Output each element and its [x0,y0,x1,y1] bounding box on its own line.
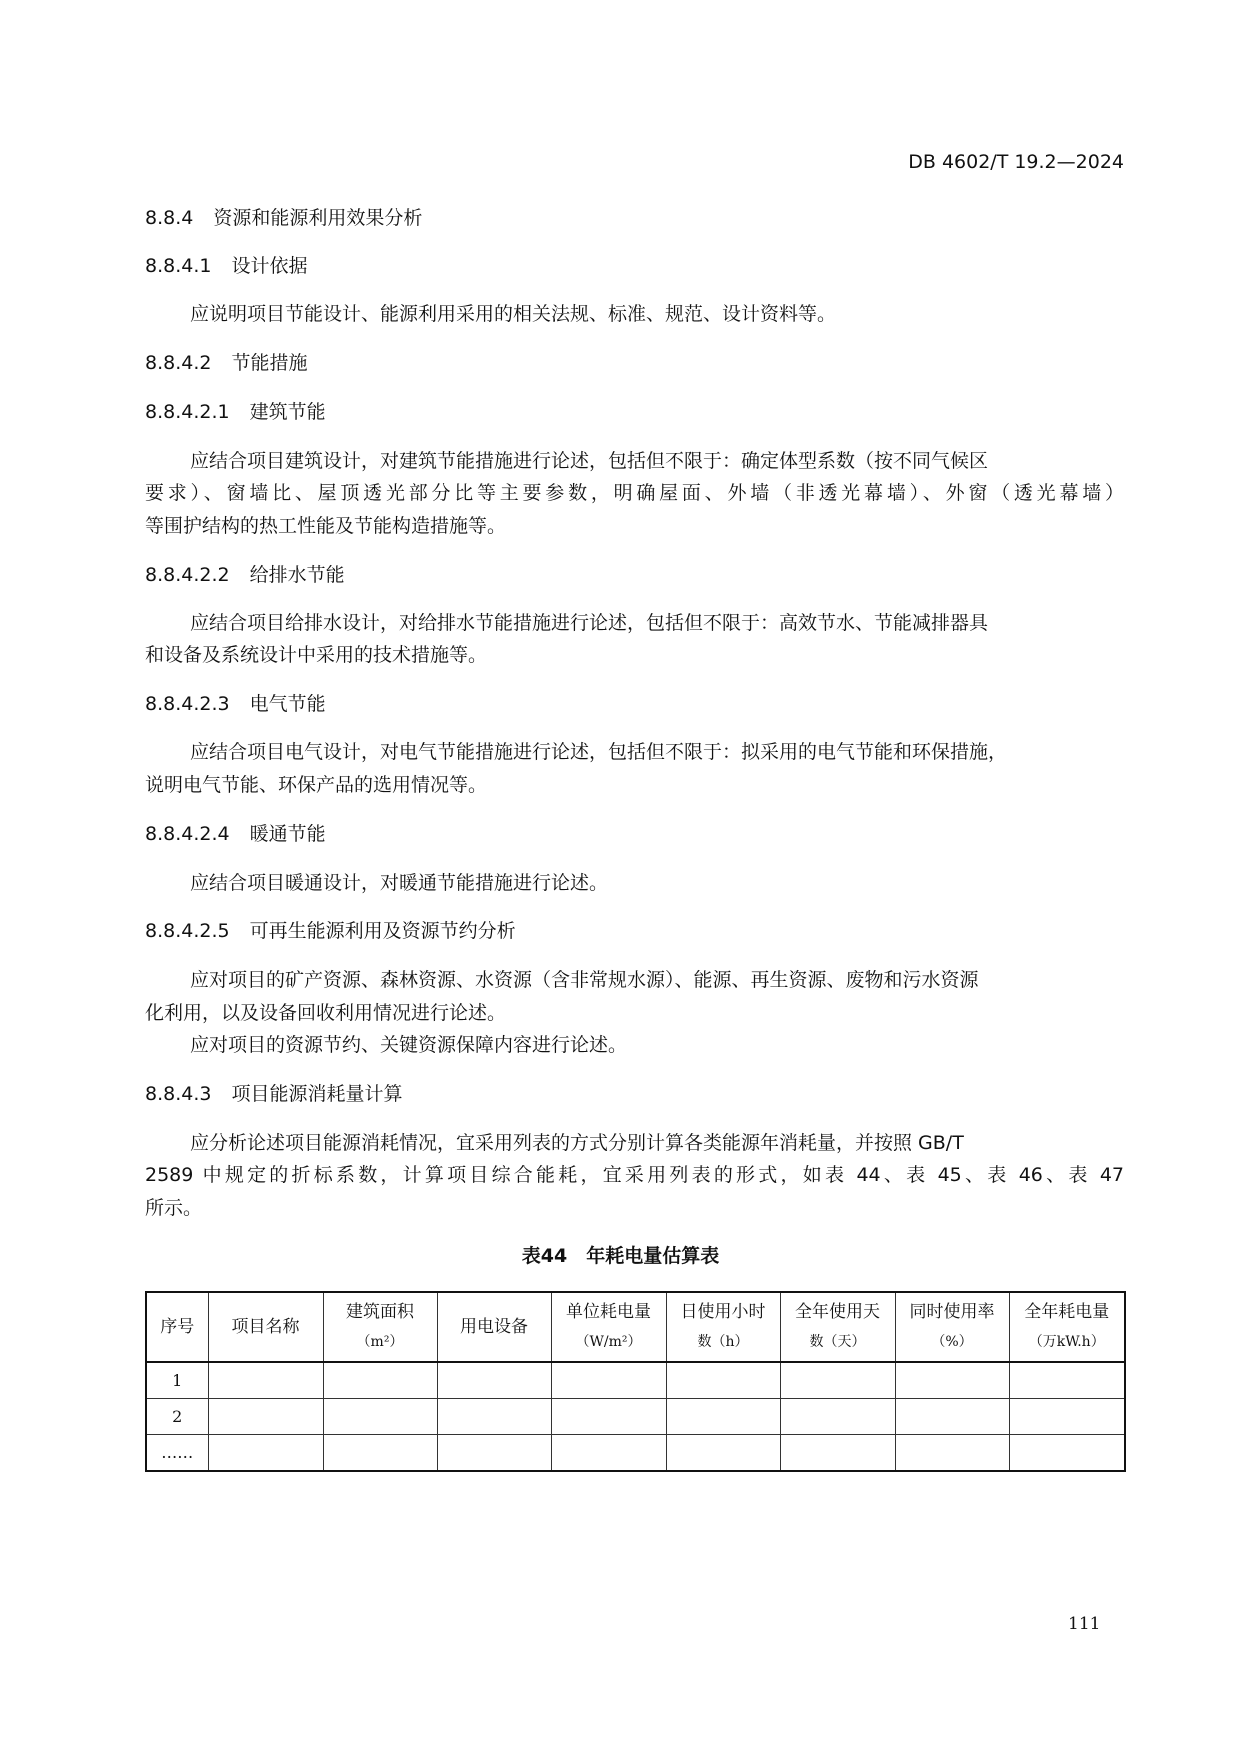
section-heading [145,919,516,943]
body-text-line: 2589 中规定的折标系数，计算项目综合能耗，宜采用列表的形式，如表 44、表 45、表 46、表 47 [145,1164,1124,1186]
header-label: 建筑面积 [346,1302,414,1322]
empty-cell [780,1362,895,1399]
table-row [146,1399,1125,1435]
empty-cell [551,1399,666,1435]
section-title: 项目能源消耗量计算 [231,1083,403,1105]
header-label: 同时使用率 [909,1302,995,1322]
empty-cell [895,1399,1009,1435]
section-title: 可再生能源利用及资源节约分析 [249,920,516,942]
section-number: 8.8.4.2 [145,352,212,374]
empty-cell [1009,1435,1125,1472]
empty-cell [208,1435,323,1472]
section-number: 8.8.4.2.4 [145,823,230,845]
section-heading [145,400,326,424]
empty-cell [551,1362,666,1399]
empty-cell [208,1399,323,1435]
empty-cell [1009,1399,1125,1435]
column-header [895,1292,1009,1362]
table-caption: 表44 年耗电量估算表 [521,1245,720,1267]
empty-cell [666,1399,780,1435]
column-header [146,1292,208,1362]
section-heading [145,822,326,846]
section-number: 8.8.4 [145,207,194,229]
header-unit: （m²） [356,1334,404,1350]
empty-cell [780,1435,895,1472]
table-row [146,1435,1125,1472]
column-header [323,1292,437,1362]
section-number: 8.8.4.2.1 [145,401,230,423]
empty-cell [666,1362,780,1399]
column-header [1009,1292,1125,1362]
empty-cell [551,1435,666,1472]
electricity-estimate-table [145,1291,1126,1472]
body-text-line: 应结合项目暖通设计，对暖通节能措施进行论述。 [190,872,609,894]
section-number: 8.8.4.1 [145,255,212,277]
empty-cell [780,1399,895,1435]
section-title: 资源和能源利用效果分析 [213,207,423,229]
standard-code-header: DB 4602/T 19.2—2024 [908,151,1124,173]
body-text-line: 应分析论述项目能源消耗情况，宜采用列表的方式分别计算各类能源年消耗量，并按照 GB/T [190,1132,964,1154]
column-header [208,1292,323,1362]
body-text-line: 应结合项目建筑设计，对建筑节能措施进行论述，包括但不限于：确定体型系数（按不同气候区 [190,450,989,472]
row-number-cell: 1 [146,1362,208,1399]
section-title: 设计依据 [231,255,308,277]
body-text-line: 应对项目的资源节约、关键资源保障内容进行论述。 [190,1034,628,1056]
body-text-line: 和设备及系统设计中采用的技术措施等。 [145,644,488,666]
section-heading [145,1082,403,1106]
empty-cell [437,1435,551,1472]
section-title: 节能措施 [231,352,308,374]
empty-cell [895,1362,1009,1399]
header-label: 单位耗电量 [566,1302,651,1322]
section-heading [145,563,345,587]
header-label: 日使用小时 [680,1302,766,1322]
header-unit: （万kW.h） [1028,1334,1105,1350]
section-number: 8.8.4.3 [145,1083,212,1105]
body-text-line: 说明电气节能、环保产品的选用情况等。 [145,774,488,796]
header-unit: （%） [931,1334,973,1350]
empty-cell [323,1435,437,1472]
section-number: 8.8.4.2.3 [145,693,230,715]
row-number-cell: 2 [146,1399,208,1435]
body-text-line: 应结合项目给排水设计，对给排水节能措施进行论述，包括但不限于：高效节水、节能减排器具 [190,612,989,634]
header-label: 序号 [160,1317,195,1337]
column-header [666,1292,780,1362]
section-heading [145,692,326,716]
empty-cell [437,1399,551,1435]
empty-cell [1009,1362,1125,1399]
section-title: 给排水节能 [249,564,345,586]
empty-cell [437,1362,551,1399]
body-text-line: 应对项目的矿产资源、森林资源、水资源（含非常规水源）、能源、再生资源、废物和污水资源 [190,969,979,991]
empty-cell [323,1362,437,1399]
section-title: 电气节能 [249,693,326,715]
body-text-line: 化利用，以及设备回收利用情况进行论述。 [145,1002,507,1024]
row-number-cell: …… [146,1435,208,1472]
column-header [437,1292,551,1362]
empty-cell [895,1435,1009,1472]
column-header [551,1292,666,1362]
body-text-line: 应说明项目节能设计、能源利用采用的相关法规、标准、规范、设计资料等。 [190,303,837,325]
header-label: 全年耗电量 [1024,1302,1110,1322]
body-text-line: 等围护结构的热工性能及节能构造措施等。 [145,515,507,537]
column-header [780,1292,895,1362]
table-row [146,1362,1125,1399]
section-number: 8.8.4.2.5 [145,920,230,942]
body-text-line: 要求）、窗墙比、屋顶透光部分比等主要参数，明确屋面、外墙（非透光幕墙）、外窗（透光幕墙） [145,482,1124,504]
section-heading [145,206,422,230]
header-label: 项目名称 [231,1317,300,1337]
page-number: 111 [1068,1614,1101,1634]
header-unit: 数（天） [809,1334,866,1350]
header-label: 用电设备 [460,1317,528,1337]
section-title: 建筑节能 [249,401,326,423]
empty-cell [208,1362,323,1399]
header-unit: （W/m²） [575,1334,642,1350]
section-heading [145,351,308,375]
header-unit: 数（h） [697,1334,749,1350]
section-heading [145,254,308,278]
empty-cell [323,1399,437,1435]
body-text-line: 所示。 [145,1197,203,1219]
section-title: 暖通节能 [249,823,326,845]
body-text-line: 应结合项目电气设计，对电气节能措施进行论述，包括但不限于：拟采用的电气节能和环保措施， [190,741,1008,763]
section-number: 8.8.4.2.2 [145,564,230,586]
header-label: 全年使用天 [795,1302,880,1322]
empty-cell [666,1435,780,1472]
